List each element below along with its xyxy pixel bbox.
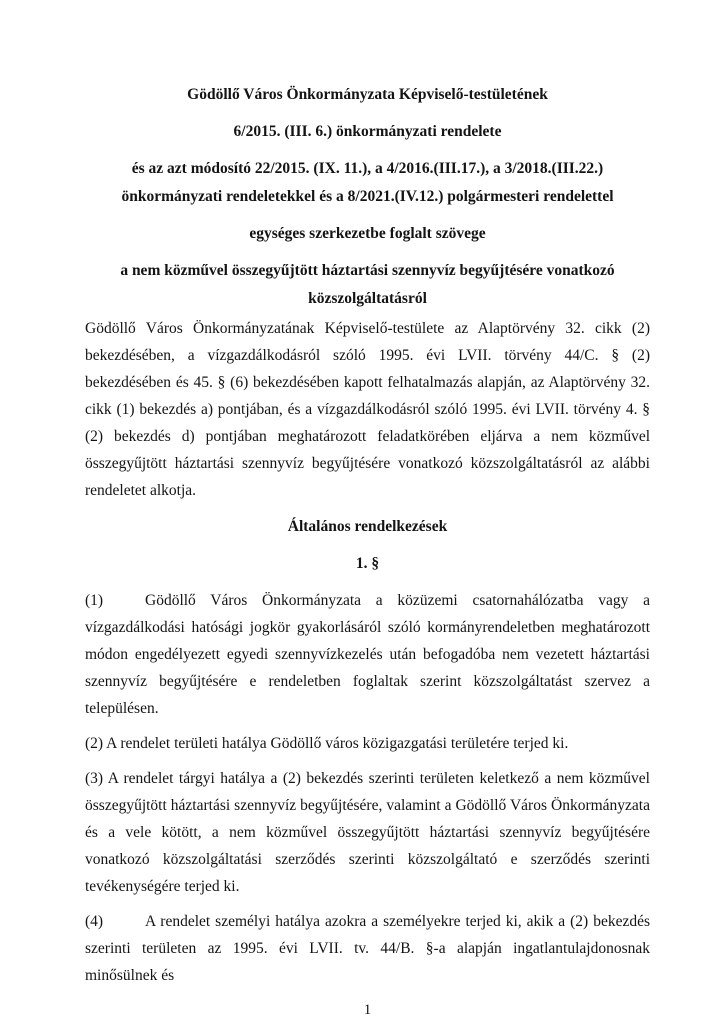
preamble-paragraph: Gödöllő Város Önkormányzatának Képviselő-testülete az Alaptörvény 32. cikk (2) bekezdésében, a vízgazdálkodásról szóló 1995. évi LVII. törvény 44/C. § (2) bekezdésében és 45. § (6) bekezdésében kapott felhatalmazás alapján, az Alaptörvény 32. cikk (1) bekezdés a) pontjában, és a vízgazdálkodásról szóló 1995. évi LVII. törvény 4. § (2) bekezdés d) pontjában meghatározott feladatkörében eljárva a nem közművel összegyűjtött háztartási szennyvíz begyűjtésére vonatkozó közszolgáltatásról az alábbi rendeletet alkotja.: [85, 320, 650, 499]
paragraph-3-marker: (3): [85, 770, 104, 787]
section-number: 1. §: [355, 555, 380, 572]
paragraph-2-marker: (2): [85, 735, 104, 752]
paragraph-1-text: Gödöllő Város Önkormányzata a közüzemi csatornahálózatba vagy a vízgazdálkodási hatósági jogkör gyakorlásáról szóló kormányrendeletben meghatározott módon engedélyezett egyedi szennyvízkezelés után befogadóba nem vezetett háztartási szennyvíz begyűjtésére e rendeletben foglaltak szerint közszolgáltatást szervez a településen.: [85, 592, 650, 717]
paragraph-4-text: A rendelet személyi hatálya azokra a személyekre terjed ki, akik a (2) bekezdés szerinti területen az 1995. évi LVII. tv. 44/B. §-a alapján ingatlantulajdonosnak minősülnek és: [85, 913, 650, 984]
document-title-subject: a nem közművel összegyűjtött háztartási szennyvíz begyűjtésére vonatkozó közszolgáltatásról: [120, 262, 615, 307]
page-number: 1: [363, 1002, 372, 1018]
paragraph-1: [85, 587, 650, 722]
document-title-consolidated-text: egységes szerkezetbe foglalt szövege: [249, 225, 486, 242]
paragraph-3: [85, 765, 650, 900]
document-title-decree-number: 6/2015. (III. 6.) önkormányzati rendelete: [233, 123, 502, 140]
section-heading: Általános rendelkezések: [287, 518, 448, 535]
paragraph-3-text: A rendelet tárgyi hatálya a (2) bekezdés szerinti területen keletkező a nem közművel összegyűjtött háztartási szennyvíz begyűjtésére, valamint a Gödöllő Város Önkormányzata és a vele kötött, a nem közművel összegyűjtött háztartási szennyvíz begyűjtésére vonatkozó közszolgáltatási szerződés szerinti közszolgáltató e szerződés szerinti tevékenységére terjed ki.: [85, 770, 650, 895]
paragraph-2-text: A rendelet területi hatálya Gödöllő város közigazgatási területére terjed ki.: [106, 735, 569, 752]
paragraph-4: [85, 908, 650, 989]
paragraph-4-marker: (4): [85, 913, 104, 930]
document-title-authority: Gödöllő Város Önkormányzata Képviselő-testületének: [187, 86, 548, 103]
paragraph-1-marker: (1): [85, 592, 104, 609]
document-title-amendments: és az azt módosító 22/2015. (IX. 11.), a 4/2016.(III.17.), a 3/2018.(III.22.) önkormányzati rendeletekkel és a 8/2021.(IV.12.) polgármesteri rendelettel: [121, 160, 614, 205]
paragraph-2: [85, 730, 650, 757]
